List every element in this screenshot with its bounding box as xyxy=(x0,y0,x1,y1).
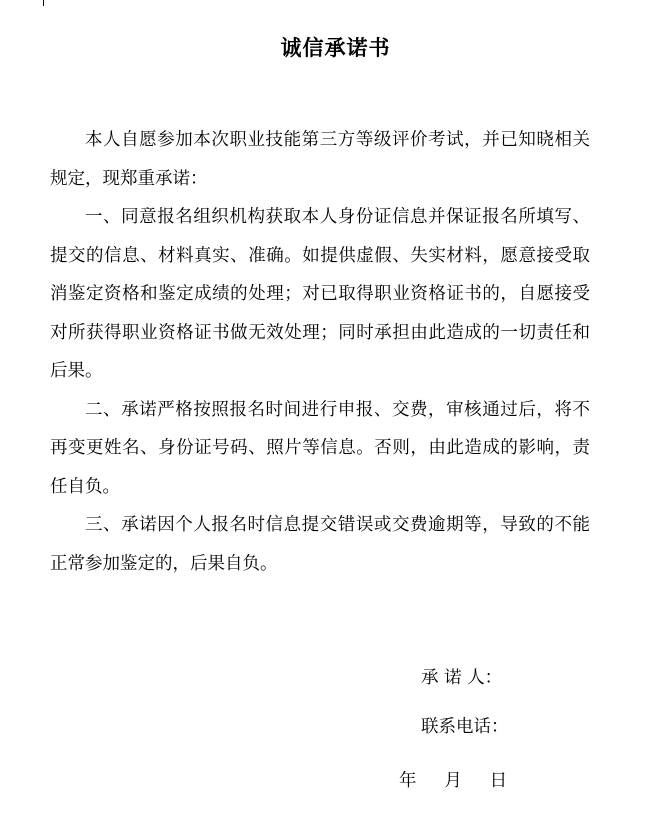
commitment-item-3: 三、承诺因个人报名时信息提交错误或交费逾期等，导致的不能正常参加鉴定的，后果自负。 xyxy=(50,515,590,574)
intro-paragraph: 本人自愿参加本次职业技能第三方等级评价考试，并已知晓相关规定，现郑重承诺： xyxy=(50,130,590,189)
commitment-item-2: 二、承诺严格按照报名时间进行申报、交费，审核通过后，将不再变更姓名、身份证号码、照片等信息。否则，由此造成的影响，责任自负。 xyxy=(50,399,590,497)
page-corner-mark xyxy=(43,0,44,6)
phone-label: 联系电话： xyxy=(421,717,509,737)
date-label: 年 月 日 xyxy=(399,771,508,791)
commitment-item-1: 一、同意报名组织机构获取本人身份证信息并保证报名所填写、提交的信息、材料真实、准确。如提供虚假、失实材料，愿意接受取消鉴定资格和鉴定成绩的处理；对已取得职业资格证书的，自愿接受对所获得职业资格证书做无效处理；同时承担由此造成的一切责任和后果。 xyxy=(50,207,590,381)
document-title: 诚信承诺书 xyxy=(280,36,391,60)
signer-label: 承 诺 人： xyxy=(421,668,503,688)
document-body xyxy=(50,121,590,583)
